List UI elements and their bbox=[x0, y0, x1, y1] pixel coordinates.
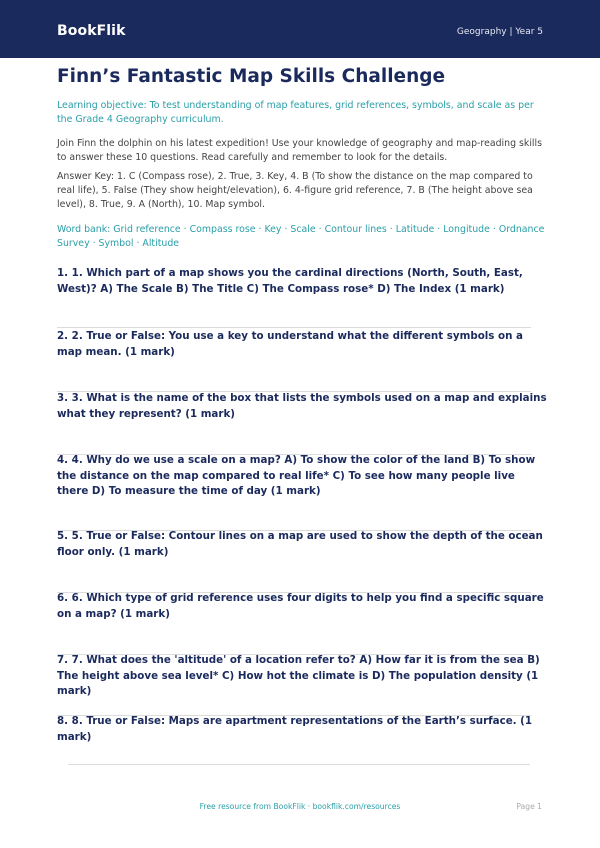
worksheet-title: Finn’s Fantastic Map Skills Challenge bbox=[57, 66, 446, 87]
intro-text: Join Finn the dolphin on his latest expedition! Use your knowledge of geography and map-reading skills to answer these 10 questions. Read carefully and remember to look for the details. bbox=[57, 138, 543, 163]
question-3: 3. 3. What is the name of the box that lists the symbols used on a map and explains what they represent? (1 mark) bbox=[57, 392, 547, 420]
question-8: 8. 8. True or False: Maps are apartment representations of the Earth’s surface. (1 mark) bbox=[57, 715, 533, 743]
subject-year-label: Geography | Year 5 bbox=[456, 27, 543, 37]
word-bank: Word bank: Grid reference · Compass rose · Key · Scale · Contour lines · Latitude · Longitude · Ordnance Survey · Symbol · Altitude bbox=[57, 224, 545, 249]
question-6: 6. 6. Which type of grid reference uses four digits to help you find a specific square on a map? (1 mark) bbox=[57, 592, 544, 620]
question-5: 5. 5. True or False: Contour lines on a map are used to show the depth of the ocean floor only. (1 mark) bbox=[57, 530, 543, 558]
question-2: 2. 2. True or False: You use a key to understand what the different symbols on a map mean. (1 mark) bbox=[57, 330, 523, 358]
question-4: 4. 4. Why do we use a scale on a map? A) To show the color of the land B) To show the distance on the map compared to real life* C) To see how many people live there D) To measure the time of day (1 mark) bbox=[57, 454, 536, 497]
answer-line-1[interactable] bbox=[57, 327, 531, 328]
footer-divider bbox=[68, 764, 530, 765]
question-7: 7. 7. What does the 'altitude' of a location refer to? A) How far it is from the sea B) The height above sea level* C) How hot the climate is D) The population density (1 mark) bbox=[57, 654, 540, 697]
answer-key: Answer Key: 1. C (Compass rose), 2. True, 3. Key, 4. B (To show the distance on the map compared to real life), 5. False (They show height/elevation), 6. 4-figure grid reference, 7. B (The height above sea level), 8. True, 9. A (North), 10. Map symbol. bbox=[57, 171, 533, 210]
brand-logo[interactable]: BookFlik bbox=[57, 23, 126, 39]
learning-objective: Learning objective: To test understanding of map features, grid references, symbols, and scale as per the Grade 4 Geography curriculum. bbox=[57, 100, 534, 125]
page-number: Page 1 bbox=[516, 802, 542, 811]
footer-credit[interactable]: Free resource from BookFlik · bookflik.com/resources bbox=[199, 802, 401, 811]
question-1: 1. 1. Which part of a map shows you the cardinal directions (North, South, East, West)? A) The Scale B) The Title C) The Compass rose* D) The Index (1 mark) bbox=[57, 267, 523, 295]
page-header bbox=[0, 0, 600, 58]
